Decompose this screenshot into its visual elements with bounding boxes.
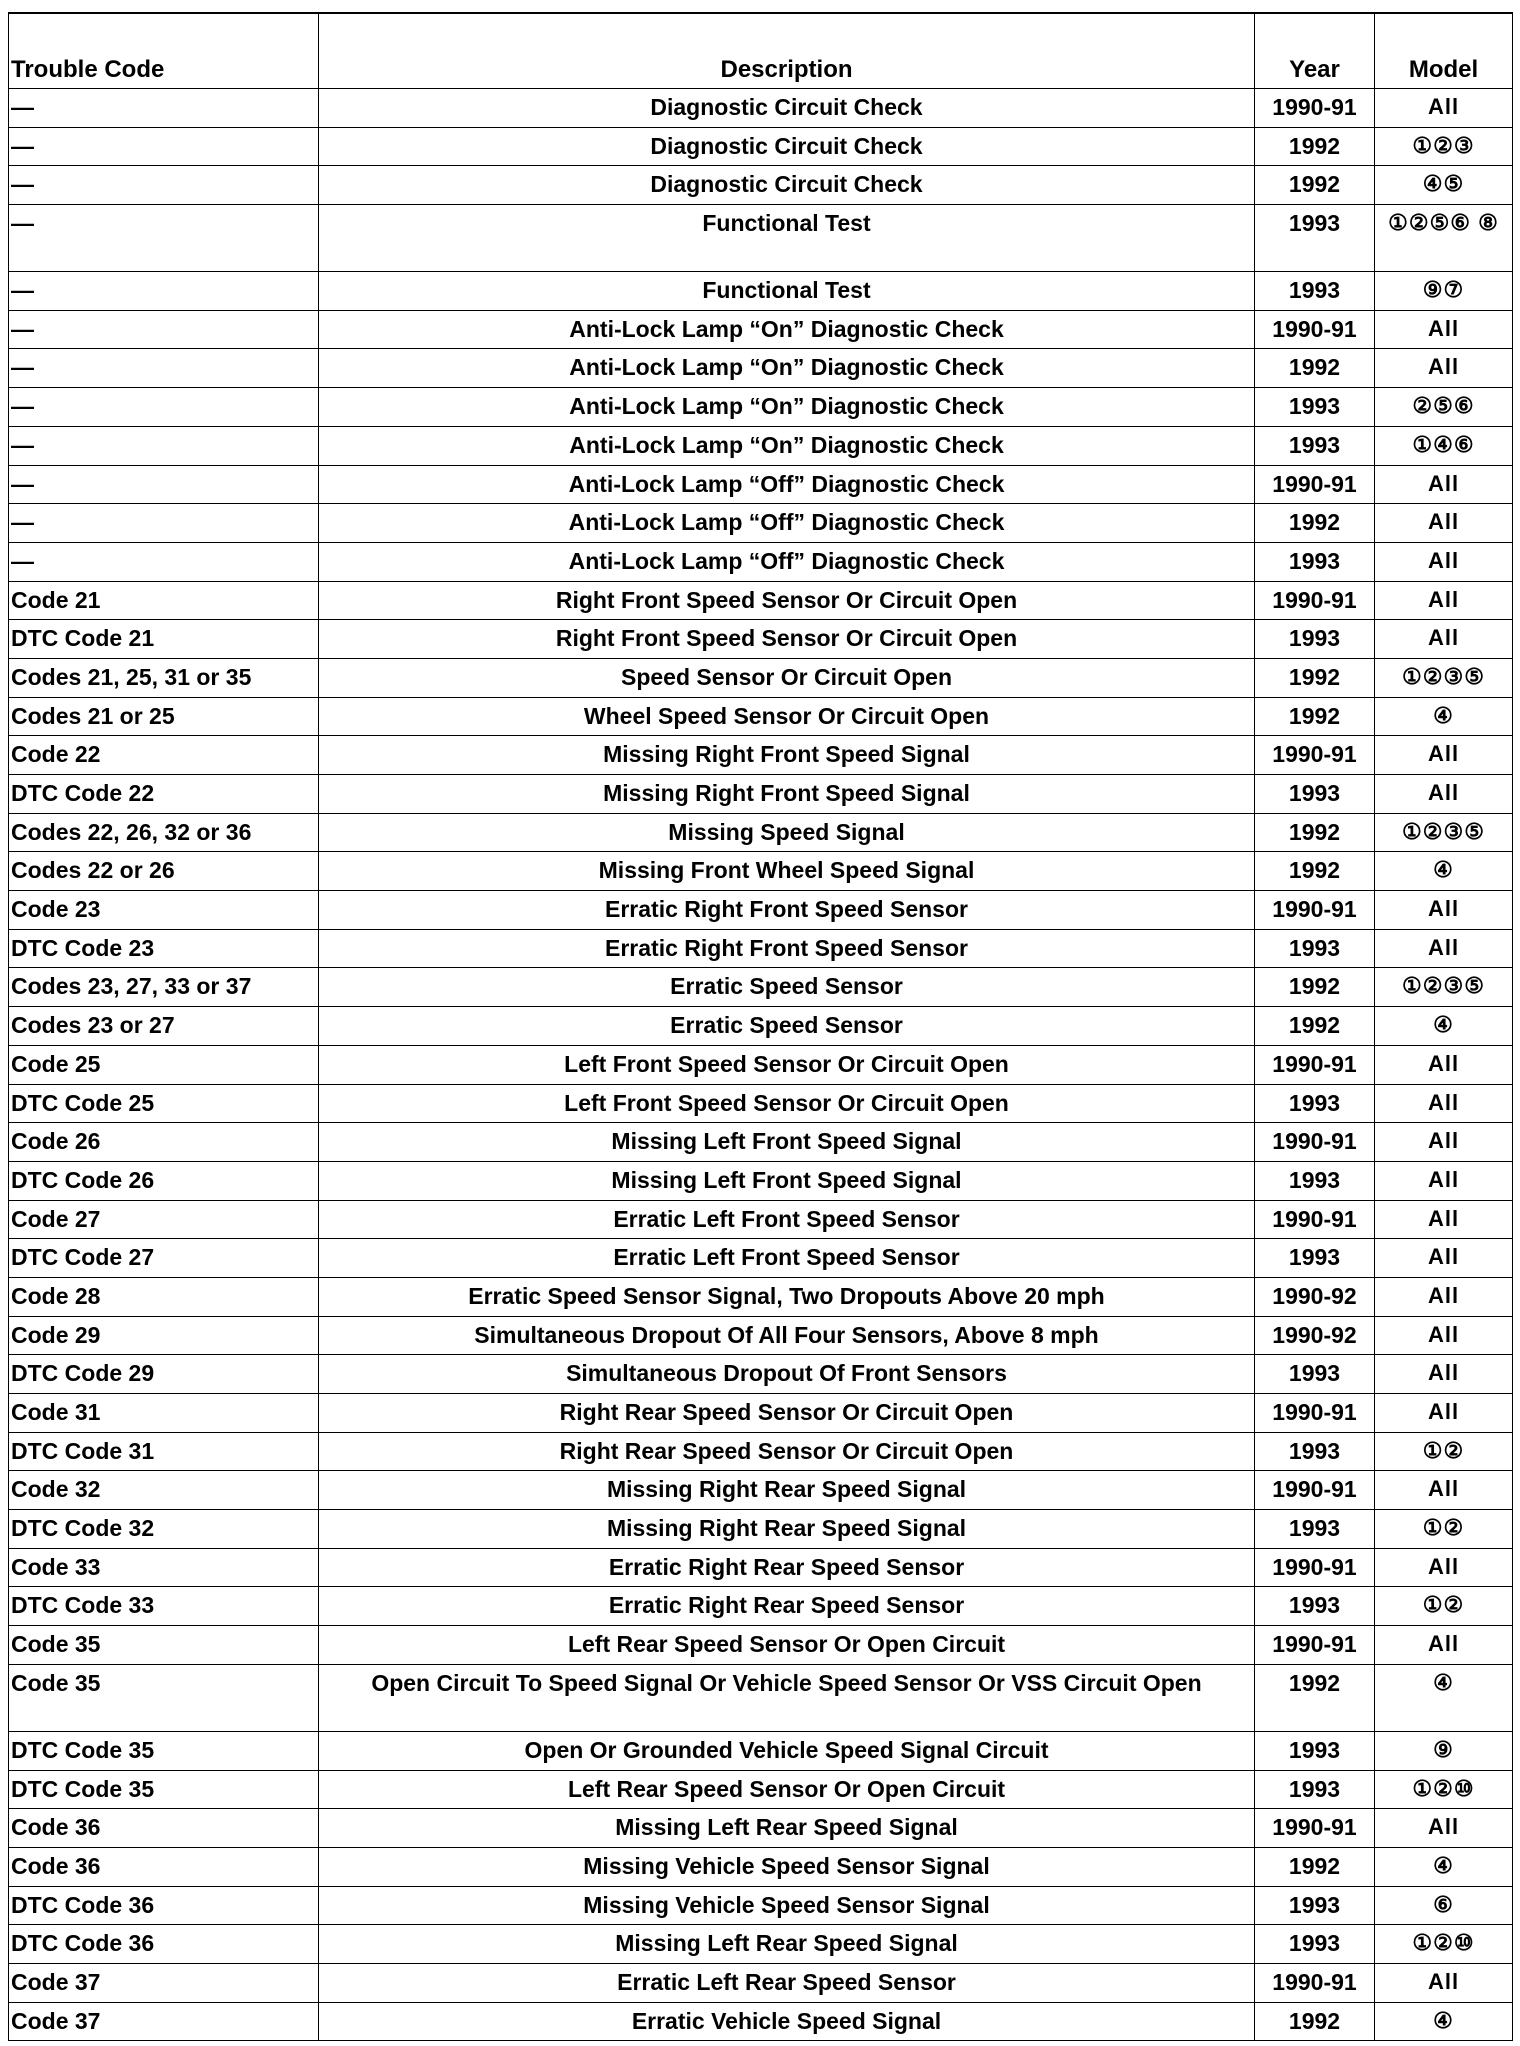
model-cell: All — [1375, 349, 1513, 388]
trouble-code-cell: Code 35 — [9, 1626, 319, 1665]
table-row — [9, 1394, 1513, 1433]
year-cell: 1990-91 — [1255, 581, 1375, 620]
trouble-code-cell: — — [9, 542, 319, 581]
year-cell: 1993 — [1255, 1432, 1375, 1471]
model-cell: ④ — [1375, 1007, 1513, 1046]
table-row — [9, 1123, 1513, 1162]
trouble-code-cell: — — [9, 465, 319, 504]
year-cell: 1990-91 — [1255, 736, 1375, 775]
trouble-code-cell: DTC Code 32 — [9, 1510, 319, 1549]
trouble-code-cell: — — [9, 127, 319, 166]
year-cell: 1992 — [1255, 1664, 1375, 1731]
model-cell: All — [1375, 1471, 1513, 1510]
trouble-code-cell: DTC Code 36 — [9, 1925, 319, 1964]
model-cell: All — [1375, 891, 1513, 930]
year-cell: 1993 — [1255, 1084, 1375, 1123]
trouble-code-cell: Code 36 — [9, 1847, 319, 1886]
table-row — [9, 1045, 1513, 1084]
table-row — [9, 968, 1513, 1007]
year-cell: 1992 — [1255, 852, 1375, 891]
trouble-code-cell: Codes 22 or 26 — [9, 852, 319, 891]
model-cell: All — [1375, 1394, 1513, 1433]
description-cell: Erratic Right Rear Speed Sensor — [319, 1548, 1255, 1587]
description-cell: Erratic Speed Sensor Signal, Two Dropouts Above 20 mph — [319, 1277, 1255, 1316]
model-cell: ⑨ — [1375, 1731, 1513, 1770]
model-cell: ①②⑤⑥ ⑧ — [1375, 205, 1513, 272]
trouble-code-cell: Code 22 — [9, 736, 319, 775]
model-cell: ②⑤⑥ — [1375, 388, 1513, 427]
model-cell: All — [1375, 775, 1513, 814]
model-cell: All — [1375, 1045, 1513, 1084]
table-row — [9, 1731, 1513, 1770]
table-row — [9, 620, 1513, 659]
model-cell: ④ — [1375, 1664, 1513, 1731]
trouble-code-cell: Codes 22, 26, 32 or 36 — [9, 813, 319, 852]
description-cell: Erratic Speed Sensor — [319, 968, 1255, 1007]
table-row — [9, 813, 1513, 852]
description-cell: Missing Right Front Speed Signal — [319, 736, 1255, 775]
table-row — [9, 658, 1513, 697]
trouble-code-cell: Code 36 — [9, 1809, 319, 1848]
description-cell: Missing Speed Signal — [319, 813, 1255, 852]
table-row — [9, 1277, 1513, 1316]
trouble-code-cell: DTC Code 33 — [9, 1587, 319, 1626]
table-row — [9, 272, 1513, 311]
model-cell: All — [1375, 1355, 1513, 1394]
trouble-code-cell: — — [9, 504, 319, 543]
description-cell: Erratic Left Rear Speed Sensor — [319, 1963, 1255, 2002]
table-row — [9, 852, 1513, 891]
model-cell: ①②⑩ — [1375, 1925, 1513, 1964]
trouble-code-cell: Code 25 — [9, 1045, 319, 1084]
year-cell: 1990-91 — [1255, 1626, 1375, 1665]
description-cell: Open Circuit To Speed Signal Or Vehicle Speed Sensor Or VSS Circuit Open — [319, 1664, 1255, 1731]
description-cell: Diagnostic Circuit Check — [319, 166, 1255, 205]
model-cell: All — [1375, 1626, 1513, 1665]
model-cell: ④ — [1375, 852, 1513, 891]
model-cell: All — [1375, 1200, 1513, 1239]
trouble-code-cell: Codes 21 or 25 — [9, 697, 319, 736]
year-cell: 1990-91 — [1255, 891, 1375, 930]
trouble-code-cell: Code 28 — [9, 1277, 319, 1316]
description-cell: Erratic Right Front Speed Sensor — [319, 891, 1255, 930]
year-cell: 1990-91 — [1255, 465, 1375, 504]
table-row — [9, 1963, 1513, 2002]
description-cell: Anti-Lock Lamp “On” Diagnostic Check — [319, 310, 1255, 349]
table-header — [9, 13, 1513, 89]
table-row — [9, 504, 1513, 543]
column-header-description: Description — [319, 13, 1255, 89]
trouble-code-cell: Code 37 — [9, 1963, 319, 2002]
year-cell: 1993 — [1255, 205, 1375, 272]
description-cell: Erratic Right Rear Speed Sensor — [319, 1587, 1255, 1626]
trouble-code-cell: — — [9, 426, 319, 465]
description-cell: Simultaneous Dropout Of Front Sensors — [319, 1355, 1255, 1394]
year-cell: 1990-91 — [1255, 1200, 1375, 1239]
table-row — [9, 1925, 1513, 1964]
model-cell: ①②⑩ — [1375, 1770, 1513, 1809]
trouble-code-cell: Code 32 — [9, 1471, 319, 1510]
description-cell: Anti-Lock Lamp “Off” Diagnostic Check — [319, 542, 1255, 581]
year-cell: 1990-91 — [1255, 1963, 1375, 2002]
trouble-code-cell: DTC Code 23 — [9, 929, 319, 968]
table-row — [9, 2002, 1513, 2041]
table-row — [9, 1084, 1513, 1123]
description-cell: Anti-Lock Lamp “On” Diagnostic Check — [319, 349, 1255, 388]
table-row — [9, 1316, 1513, 1355]
year-cell: 1992 — [1255, 127, 1375, 166]
trouble-code-cell: DTC Code 21 — [9, 620, 319, 659]
model-cell: ④⑤ — [1375, 166, 1513, 205]
table-row — [9, 1510, 1513, 1549]
year-cell: 1993 — [1255, 1355, 1375, 1394]
year-cell: 1993 — [1255, 1731, 1375, 1770]
model-cell: ①② — [1375, 1587, 1513, 1626]
year-cell: 1990-91 — [1255, 1394, 1375, 1433]
table-row — [9, 1664, 1513, 1731]
description-cell: Anti-Lock Lamp “Off” Diagnostic Check — [319, 504, 1255, 543]
year-cell: 1992 — [1255, 1007, 1375, 1046]
model-cell: ④ — [1375, 2002, 1513, 2041]
description-cell: Anti-Lock Lamp “Off” Diagnostic Check — [319, 465, 1255, 504]
trouble-code-sheet — [8, 12, 1512, 2041]
year-cell: 1993 — [1255, 1587, 1375, 1626]
description-cell: Wheel Speed Sensor Or Circuit Open — [319, 697, 1255, 736]
table-row — [9, 1886, 1513, 1925]
table-row — [9, 775, 1513, 814]
year-cell: 1993 — [1255, 1770, 1375, 1809]
description-cell: Missing Right Rear Speed Signal — [319, 1510, 1255, 1549]
description-cell: Erratic Right Front Speed Sensor — [319, 929, 1255, 968]
model-cell: ①②③ — [1375, 127, 1513, 166]
description-cell: Speed Sensor Or Circuit Open — [319, 658, 1255, 697]
model-cell: ④ — [1375, 1847, 1513, 1886]
trouble-code-cell: Code 37 — [9, 2002, 319, 2041]
year-cell: 1993 — [1255, 1239, 1375, 1278]
year-cell: 1993 — [1255, 1510, 1375, 1549]
year-cell: 1992 — [1255, 504, 1375, 543]
year-cell: 1990-91 — [1255, 1548, 1375, 1587]
model-cell: ①②③⑤ — [1375, 968, 1513, 1007]
table-row — [9, 205, 1513, 272]
description-cell: Right Rear Speed Sensor Or Circuit Open — [319, 1432, 1255, 1471]
trouble-code-cell: Code 27 — [9, 1200, 319, 1239]
trouble-code-cell: DTC Code 36 — [9, 1886, 319, 1925]
trouble-code-cell: — — [9, 310, 319, 349]
year-cell: 1990-92 — [1255, 1277, 1375, 1316]
description-cell: Missing Left Rear Speed Signal — [319, 1809, 1255, 1848]
model-cell: All — [1375, 504, 1513, 543]
table-row — [9, 1239, 1513, 1278]
table-row — [9, 1200, 1513, 1239]
trouble-code-cell: DTC Code 26 — [9, 1161, 319, 1200]
model-cell: ①④⑥ — [1375, 426, 1513, 465]
year-cell: 1990-91 — [1255, 89, 1375, 128]
table-row — [9, 581, 1513, 620]
header-row — [9, 13, 1513, 89]
description-cell: Functional Test — [319, 205, 1255, 272]
year-cell: 1993 — [1255, 388, 1375, 427]
table-row — [9, 929, 1513, 968]
year-cell: 1992 — [1255, 349, 1375, 388]
table-row — [9, 89, 1513, 128]
trouble-code-cell: DTC Code 31 — [9, 1432, 319, 1471]
trouble-code-cell: DTC Code 29 — [9, 1355, 319, 1394]
model-cell: All — [1375, 1548, 1513, 1587]
model-cell: ①②③⑤ — [1375, 658, 1513, 697]
table-row — [9, 388, 1513, 427]
trouble-code-cell: Code 31 — [9, 1394, 319, 1433]
year-cell: 1990-92 — [1255, 1316, 1375, 1355]
model-cell: All — [1375, 929, 1513, 968]
description-cell: Right Front Speed Sensor Or Circuit Open — [319, 620, 1255, 659]
trouble-code-cell: Code 21 — [9, 581, 319, 620]
trouble-code-cell: Codes 23, 27, 33 or 37 — [9, 968, 319, 1007]
table-row — [9, 127, 1513, 166]
year-cell: 1990-91 — [1255, 1123, 1375, 1162]
description-cell: Right Front Speed Sensor Or Circuit Open — [319, 581, 1255, 620]
table-row — [9, 1432, 1513, 1471]
description-cell: Diagnostic Circuit Check — [319, 89, 1255, 128]
model-cell: ⑥ — [1375, 1886, 1513, 1925]
year-cell: 1993 — [1255, 620, 1375, 659]
year-cell: 1992 — [1255, 968, 1375, 1007]
trouble-code-cell: DTC Code 25 — [9, 1084, 319, 1123]
description-cell: Right Rear Speed Sensor Or Circuit Open — [319, 1394, 1255, 1433]
table-row — [9, 1355, 1513, 1394]
trouble-code-cell: Code 33 — [9, 1548, 319, 1587]
description-cell: Missing Left Front Speed Signal — [319, 1123, 1255, 1162]
year-cell: 1993 — [1255, 542, 1375, 581]
model-cell: All — [1375, 1963, 1513, 2002]
trouble-code-cell: DTC Code 35 — [9, 1731, 319, 1770]
description-cell: Diagnostic Circuit Check — [319, 127, 1255, 166]
year-cell: 1992 — [1255, 166, 1375, 205]
model-cell: All — [1375, 1316, 1513, 1355]
description-cell: Left Rear Speed Sensor Or Open Circuit — [319, 1626, 1255, 1665]
description-cell: Left Front Speed Sensor Or Circuit Open — [319, 1045, 1255, 1084]
table-row — [9, 465, 1513, 504]
trouble-code-cell: Codes 23 or 27 — [9, 1007, 319, 1046]
model-cell: All — [1375, 620, 1513, 659]
trouble-code-cell: — — [9, 166, 319, 205]
year-cell: 1990-91 — [1255, 1045, 1375, 1084]
trouble-code-cell: — — [9, 272, 319, 311]
table-row — [9, 542, 1513, 581]
trouble-code-cell: — — [9, 349, 319, 388]
table-row — [9, 1471, 1513, 1510]
year-cell: 1993 — [1255, 426, 1375, 465]
year-cell: 1993 — [1255, 1886, 1375, 1925]
model-cell: All — [1375, 1809, 1513, 1848]
model-cell: ⑨⑦ — [1375, 272, 1513, 311]
trouble-code-cell: DTC Code 27 — [9, 1239, 319, 1278]
year-cell: 1993 — [1255, 1161, 1375, 1200]
year-cell: 1992 — [1255, 1847, 1375, 1886]
table-row — [9, 349, 1513, 388]
table-row — [9, 697, 1513, 736]
year-cell: 1992 — [1255, 813, 1375, 852]
description-cell: Missing Vehicle Speed Sensor Signal — [319, 1847, 1255, 1886]
year-cell: 1993 — [1255, 272, 1375, 311]
year-cell: 1992 — [1255, 697, 1375, 736]
model-cell: All — [1375, 581, 1513, 620]
year-cell: 1990-91 — [1255, 1809, 1375, 1848]
model-cell: ①② — [1375, 1510, 1513, 1549]
description-cell: Anti-Lock Lamp “On” Diagnostic Check — [319, 426, 1255, 465]
description-cell: Missing Right Rear Speed Signal — [319, 1471, 1255, 1510]
table-row — [9, 1770, 1513, 1809]
year-cell: 1990-91 — [1255, 1471, 1375, 1510]
model-cell: All — [1375, 1277, 1513, 1316]
trouble-code-cell: — — [9, 388, 319, 427]
year-cell: 1993 — [1255, 929, 1375, 968]
description-cell: Open Or Grounded Vehicle Speed Signal Circuit — [319, 1731, 1255, 1770]
table-row — [9, 891, 1513, 930]
year-cell: 1992 — [1255, 658, 1375, 697]
trouble-code-cell: — — [9, 205, 319, 272]
description-cell: Left Rear Speed Sensor Or Open Circuit — [319, 1770, 1255, 1809]
column-header-year: Year — [1255, 13, 1375, 89]
table-row — [9, 1161, 1513, 1200]
description-cell: Missing Left Front Speed Signal — [319, 1161, 1255, 1200]
trouble-code-cell: Code 26 — [9, 1123, 319, 1162]
model-cell: ①② — [1375, 1432, 1513, 1471]
model-cell: All — [1375, 1123, 1513, 1162]
table-row — [9, 1809, 1513, 1848]
table-row — [9, 1587, 1513, 1626]
description-cell: Missing Vehicle Speed Sensor Signal — [319, 1886, 1255, 1925]
description-cell: Erratic Left Front Speed Sensor — [319, 1239, 1255, 1278]
table-row — [9, 166, 1513, 205]
year-cell: 1993 — [1255, 1925, 1375, 1964]
table-row — [9, 310, 1513, 349]
table-row — [9, 1007, 1513, 1046]
model-cell: All — [1375, 542, 1513, 581]
trouble-code-cell: Codes 21, 25, 31 or 35 — [9, 658, 319, 697]
model-cell: All — [1375, 310, 1513, 349]
trouble-code-cell: DTC Code 35 — [9, 1770, 319, 1809]
description-cell: Erratic Speed Sensor — [319, 1007, 1255, 1046]
model-cell: ④ — [1375, 697, 1513, 736]
table-row — [9, 1626, 1513, 1665]
trouble-code-cell: — — [9, 89, 319, 128]
description-cell: Simultaneous Dropout Of All Four Sensors, Above 8 mph — [319, 1316, 1255, 1355]
table-row — [9, 736, 1513, 775]
year-cell: 1993 — [1255, 775, 1375, 814]
column-header-trouble-code: Trouble Code — [9, 13, 319, 89]
description-cell: Anti-Lock Lamp “On” Diagnostic Check — [319, 388, 1255, 427]
table-row — [9, 1548, 1513, 1587]
model-cell: All — [1375, 1161, 1513, 1200]
description-cell: Missing Left Rear Speed Signal — [319, 1925, 1255, 1964]
model-cell: All — [1375, 1084, 1513, 1123]
description-cell: Missing Front Wheel Speed Signal — [319, 852, 1255, 891]
year-cell: 1992 — [1255, 2002, 1375, 2041]
model-cell: All — [1375, 89, 1513, 128]
trouble-code-cell: DTC Code 22 — [9, 775, 319, 814]
model-cell: All — [1375, 1239, 1513, 1278]
trouble-code-cell: Code 29 — [9, 1316, 319, 1355]
description-cell: Functional Test — [319, 272, 1255, 311]
column-header-model: Model — [1375, 13, 1513, 89]
description-cell: Missing Right Front Speed Signal — [319, 775, 1255, 814]
table-row — [9, 1847, 1513, 1886]
model-cell: All — [1375, 736, 1513, 775]
description-cell: Erratic Left Front Speed Sensor — [319, 1200, 1255, 1239]
model-cell: All — [1375, 465, 1513, 504]
table-row — [9, 426, 1513, 465]
description-cell: Left Front Speed Sensor Or Circuit Open — [319, 1084, 1255, 1123]
trouble-code-table — [8, 12, 1513, 2041]
year-cell: 1990-91 — [1255, 310, 1375, 349]
description-cell: Erratic Vehicle Speed Signal — [319, 2002, 1255, 2041]
trouble-code-cell: Code 35 — [9, 1664, 319, 1731]
trouble-code-cell: Code 23 — [9, 891, 319, 930]
table-body — [9, 89, 1513, 2041]
model-cell: ①②③⑤ — [1375, 813, 1513, 852]
